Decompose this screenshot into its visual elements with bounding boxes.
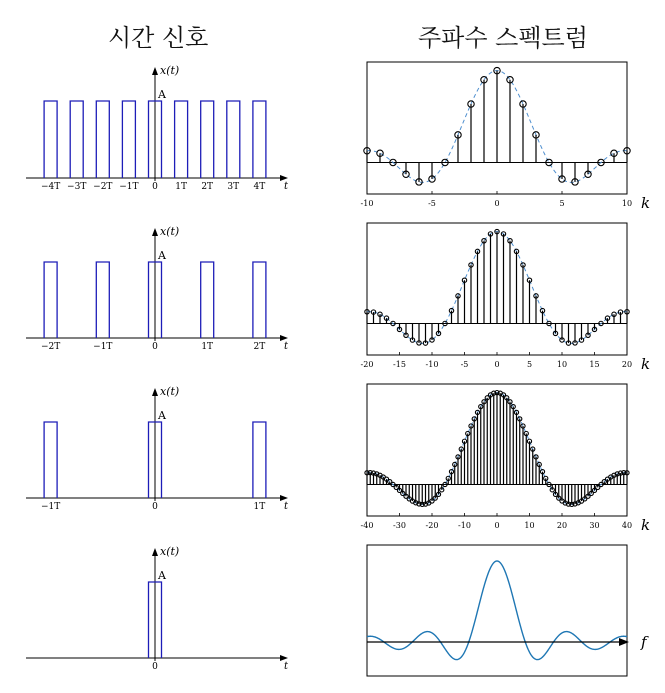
time-tick-label: 0	[152, 182, 158, 192]
time-tick-label: −1T	[119, 182, 139, 192]
signal-label: x(t)	[160, 225, 180, 238]
amplitude-label: A	[158, 249, 166, 262]
rect-pulse	[253, 101, 266, 178]
time-plot-2	[26, 225, 289, 352]
signal-label: x(t)	[160, 385, 180, 398]
rect-pulse	[201, 101, 214, 178]
time-axis-label: t	[284, 341, 289, 352]
time-tick-label: 1T	[201, 342, 214, 352]
rect-pulse	[96, 262, 109, 338]
rect-pulse	[253, 262, 266, 338]
x-tick-label: 10	[524, 521, 535, 530]
rect-pulse	[96, 101, 109, 178]
x-tick-label: -5	[460, 360, 469, 369]
amplitude-axis-arrow	[152, 388, 158, 396]
time-tick-label: 0	[152, 662, 158, 672]
x-tick-label: -30	[393, 521, 406, 530]
freq-axis-label: f	[641, 633, 647, 651]
time-tick-label: 0	[152, 342, 158, 352]
x-tick-label: 0	[494, 199, 500, 208]
x-tick-label: -40	[360, 521, 374, 530]
freq-axis-label: k	[641, 516, 651, 534]
time-axis-label: t	[284, 181, 289, 192]
rect-pulse	[201, 262, 214, 338]
x-tick-label: -10	[425, 360, 439, 369]
x-tick-label: 5	[526, 360, 533, 369]
x-tick-label: 10	[621, 199, 633, 208]
spectrum-plot-1	[361, 62, 651, 212]
freq-axis-label: k	[641, 355, 651, 373]
amplitude-axis-arrow	[152, 228, 158, 236]
x-tick-label: 10	[556, 360, 568, 369]
spectrum-plot-2	[361, 223, 651, 373]
rect-pulse	[122, 101, 135, 178]
time-tick-label: −4T	[40, 182, 61, 192]
rect-pulse	[227, 101, 240, 178]
amplitude-axis-arrow	[152, 548, 158, 556]
rect-pulse	[44, 262, 57, 338]
x-tick-label: 40	[621, 521, 633, 530]
frequency-spectrum-heading: 주파수 스펙트럼	[418, 24, 588, 52]
time-tick-label: 1T	[253, 502, 266, 512]
x-tick-label: -5	[428, 199, 436, 208]
time-axis-label: t	[284, 661, 289, 672]
time-tick-label: −2T	[40, 342, 61, 352]
time-plot-4	[26, 545, 289, 672]
x-tick-label: 0	[494, 521, 500, 530]
time-tick-label: −2T	[93, 182, 113, 192]
time-plot-1	[26, 64, 289, 192]
amplitude-label: A	[158, 569, 166, 582]
time-tick-label: 4T	[253, 182, 266, 192]
spectrum-plot-4	[367, 545, 649, 676]
time-tick-label: −3T	[67, 182, 87, 192]
time-signal-heading: 시간 신호	[108, 24, 209, 52]
plot-frame	[367, 545, 627, 676]
amplitude-axis-arrow	[152, 67, 158, 75]
x-tick-label: -20	[425, 521, 439, 530]
amplitude-label: A	[158, 88, 166, 101]
time-tick-label: 2T	[201, 182, 214, 192]
time-axis-label: t	[284, 501, 289, 512]
time-tick-label: −1T	[93, 342, 113, 352]
rect-pulse	[44, 101, 57, 178]
rect-pulse	[253, 422, 266, 498]
amplitude-label: A	[158, 409, 166, 422]
rect-pulse	[175, 101, 188, 178]
rect-pulse	[44, 422, 57, 498]
spectrum-plot-3	[361, 384, 651, 534]
rect-pulse	[70, 101, 83, 178]
x-tick-label: -15	[393, 360, 406, 369]
freq-axis-label: k	[641, 194, 651, 212]
time-tick-label: 2T	[253, 342, 266, 352]
signal-label: x(t)	[160, 64, 180, 77]
x-tick-label: 20	[621, 360, 633, 369]
x-tick-label: 20	[556, 521, 568, 530]
x-tick-label: -10	[458, 521, 471, 530]
x-tick-label: 15	[589, 360, 600, 369]
x-tick-label: 30	[589, 521, 600, 530]
time-tick-label: 3T	[227, 182, 240, 192]
x-tick-label: -10	[360, 199, 374, 208]
x-tick-label: 5	[559, 199, 565, 208]
x-tick-label: 0	[494, 360, 500, 369]
time-tick-label: 0	[152, 502, 158, 512]
time-plot-3	[26, 385, 289, 512]
x-tick-label: -20	[360, 360, 374, 369]
signal-label: x(t)	[160, 545, 180, 558]
time-tick-label: −1T	[40, 502, 61, 512]
time-tick-label: 1T	[175, 182, 187, 192]
